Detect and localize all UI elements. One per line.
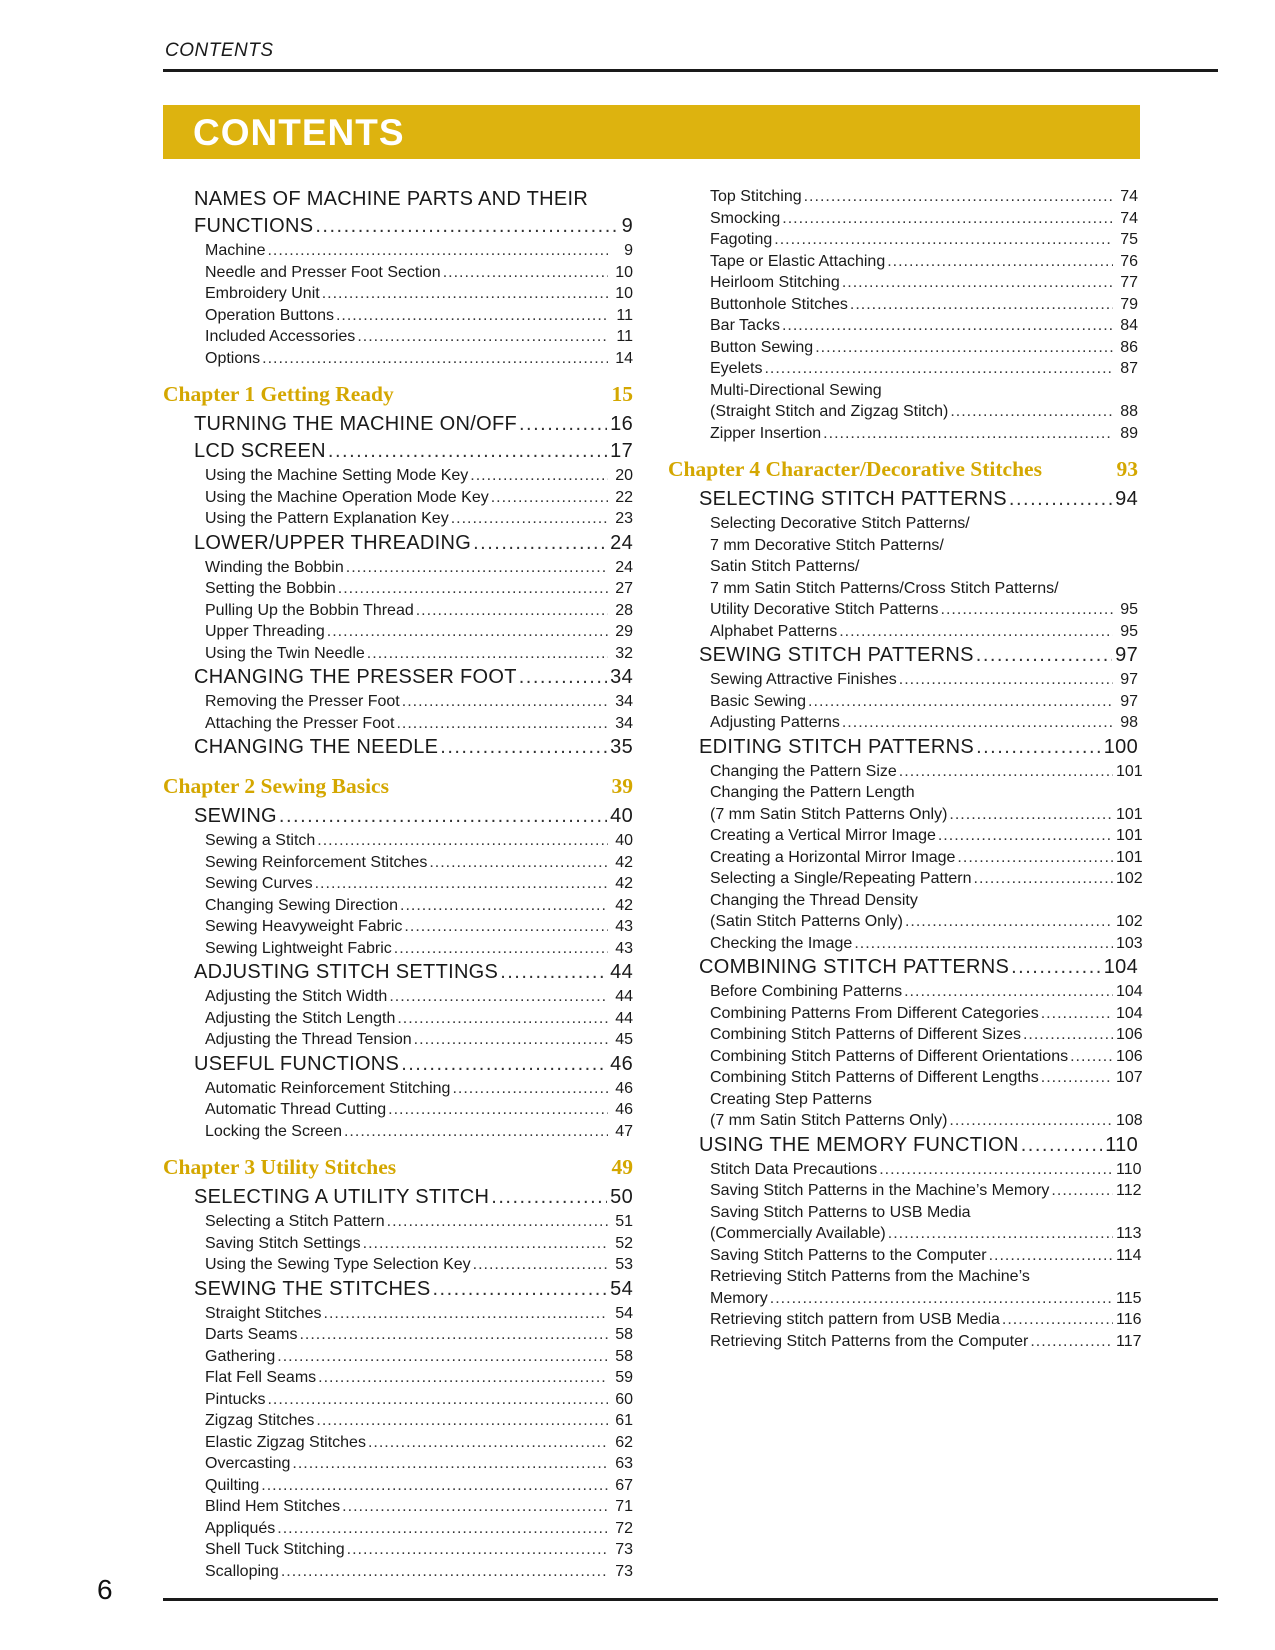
toc-entry[interactable]: Options ..... 14 xyxy=(163,348,633,370)
toc-entry: Satin Stitch Patterns/ xyxy=(710,558,860,575)
running-head: CONTENTS xyxy=(165,40,274,61)
toc-entry[interactable]: (7 mm Satin Stitch Patterns Only) ..... 101 xyxy=(668,804,1138,826)
toc-entry[interactable]: Changing Sewing Direction ..... 42 xyxy=(163,895,633,917)
toc-right-column xyxy=(668,186,1143,1352)
toc-entry[interactable]: Removing the Presser Foot ..... 34 xyxy=(163,691,633,713)
toc-entry[interactable]: Pulling Up the Bobbin Thread ..... 28 xyxy=(163,600,633,622)
toc-entry[interactable]: Overcasting ..... 63 xyxy=(163,1453,633,1475)
toc-entry[interactable]: Saving Stitch Patterns in the Machine’s Memory ..... 112 xyxy=(668,1180,1138,1202)
toc-section[interactable]: SELECTING STITCH PATTERNS ..... 94 xyxy=(668,486,1138,513)
toc-entry: 7 mm Satin Stitch Patterns/Cross Stitch Patterns/ xyxy=(710,579,1059,597)
toc-section[interactable]: FUNCTIONS ..... 9 xyxy=(163,213,633,240)
toc-entry[interactable]: Checking the Image ..... 103 xyxy=(668,933,1138,955)
toc-entry[interactable]: (Commercially Available) ..... 113 xyxy=(668,1223,1138,1245)
toc-entry[interactable]: Straight Stitches ..... 54 xyxy=(163,1303,633,1325)
top-rule xyxy=(163,69,1218,72)
toc-entry[interactable]: Combining Stitch Patterns of Different Sizes ..... 106 xyxy=(668,1024,1138,1046)
toc-entry[interactable]: Alphabet Patterns ..... 95 xyxy=(668,621,1138,643)
toc-entry[interactable]: Memory ..... 115 xyxy=(668,1288,1138,1310)
toc-entry[interactable]: Using the Machine Setting Mode Key ..... 20 xyxy=(163,465,633,487)
toc-entry[interactable]: Adjusting the Stitch Length ..... 44 xyxy=(163,1008,633,1030)
toc-entry[interactable]: Blind Hem Stitches ..... 71 xyxy=(163,1496,633,1518)
toc-entry[interactable]: Zipper Insertion ..... 89 xyxy=(668,423,1138,445)
toc-entry[interactable]: Sewing Curves ..... 42 xyxy=(163,873,633,895)
toc-entry[interactable]: Scalloping ..... 73 xyxy=(163,1561,633,1583)
toc-entry[interactable]: Upper Threading ..... 29 xyxy=(163,621,633,643)
toc-entry[interactable]: Sewing Attractive Finishes ..... 97 xyxy=(668,669,1138,691)
toc-section[interactable]: LCD SCREEN ..... 17 xyxy=(163,438,633,465)
toc-section: NAMES OF MACHINE PARTS AND THEIR xyxy=(194,188,589,210)
toc-section[interactable]: USEFUL FUNCTIONS ..... 46 xyxy=(163,1051,633,1078)
toc-section[interactable]: USING THE MEMORY FUNCTION ..... 110 xyxy=(668,1132,1138,1159)
toc-entry[interactable]: Automatic Reinforcement Stitching ..... 46 xyxy=(163,1078,633,1100)
toc-entry[interactable]: Sewing Reinforcement Stitches ..... 42 xyxy=(163,852,633,874)
toc-entry[interactable]: Eyelets ..... 87 xyxy=(668,358,1138,380)
toc-entry[interactable]: Button Sewing ..... 86 xyxy=(668,337,1138,359)
toc-entry[interactable]: Adjusting the Stitch Width ..... 44 xyxy=(163,986,633,1008)
toc-entry[interactable]: Using the Twin Needle ..... 32 xyxy=(163,643,633,665)
page-number: 6 xyxy=(97,1574,113,1605)
toc-entry[interactable]: Retrieving Stitch Patterns from the Computer ..... 117 xyxy=(668,1331,1138,1353)
toc-entry[interactable]: Creating a Vertical Mirror Image ..... 101 xyxy=(668,825,1138,847)
toc-entry: Multi-Directional Sewing xyxy=(710,381,882,399)
toc-section[interactable]: SEWING ..... 40 xyxy=(163,803,633,830)
toc-section[interactable]: EDITING STITCH PATTERNS ..... 100 xyxy=(668,734,1138,761)
toc-entry[interactable]: Changing the Pattern Size ..... 101 xyxy=(668,761,1138,783)
toc-entry[interactable]: Gathering ..... 58 xyxy=(163,1346,633,1368)
toc-entry[interactable]: (7 mm Satin Stitch Patterns Only) ..... 108 xyxy=(668,1110,1138,1132)
toc-entry[interactable]: Tape or Elastic Attaching ..... 76 xyxy=(668,251,1138,273)
toc-entry[interactable]: Sewing Heavyweight Fabric ..... 43 xyxy=(163,916,633,938)
toc-entry[interactable]: Pintucks ..... 60 xyxy=(163,1389,633,1411)
toc-entry[interactable]: Automatic Thread Cutting ..... 46 xyxy=(163,1099,633,1121)
toc-entry[interactable]: Bar Tacks ..... 84 xyxy=(668,315,1138,337)
toc-entry[interactable]: Zigzag Stitches ..... 61 xyxy=(163,1410,633,1432)
toc-entry[interactable]: Sewing Lightweight Fabric ..... 43 xyxy=(163,938,633,960)
toc-entry[interactable]: Heirloom Stitching ..... 77 xyxy=(668,272,1138,294)
toc-entry: Selecting Decorative Stitch Patterns/ xyxy=(710,515,970,532)
toc-entry[interactable]: Needle and Presser Foot Section ..... 10 xyxy=(163,262,633,284)
toc-entry[interactable]: (Straight Stitch and Zigzag Stitch) ..... 88 xyxy=(668,401,1138,423)
toc-entry[interactable]: Selecting a Stitch Pattern ..... 51 xyxy=(163,1211,633,1233)
toc-left-column xyxy=(163,186,633,1582)
toc-entry: Changing the Pattern Length xyxy=(710,784,915,801)
toc-entry[interactable]: Appliqués ..... 72 xyxy=(163,1518,633,1540)
toc-section[interactable]: SEWING STITCH PATTERNS ..... 97 xyxy=(668,642,1138,669)
toc-entry: Creating Step Patterns xyxy=(710,1090,872,1108)
chapter-heading-2[interactable]: Chapter 2 Sewing Basics 39 xyxy=(163,774,633,798)
toc-entry[interactable]: Creating a Horizontal Mirror Image ..... 101 xyxy=(668,847,1138,869)
toc-entry[interactable]: Combining Stitch Patterns of Different Lengths ..... 107 xyxy=(668,1067,1138,1089)
toc-entry: Saving Stitch Patterns to USB Media xyxy=(710,1203,971,1221)
toc-entry[interactable]: Combining Patterns From Different Categories ..... 104 xyxy=(668,1003,1138,1025)
toc-entry[interactable]: Elastic Zigzag Stitches ..... 62 xyxy=(163,1432,633,1454)
toc-entry[interactable]: Using the Sewing Type Selection Key ..... 53 xyxy=(163,1254,633,1276)
chapter-heading-4[interactable]: Chapter 4 Character/Decorative Stitches 93 xyxy=(668,457,1138,481)
toc-entry[interactable]: Saving Stitch Patterns to the Computer ..... 114 xyxy=(668,1245,1138,1267)
toc-entry[interactable]: Adjusting Patterns ..... 98 xyxy=(668,712,1138,734)
toc-section[interactable]: SEWING THE STITCHES ..... 54 xyxy=(163,1276,633,1303)
toc-section[interactable]: CHANGING THE PRESSER FOOT ..... 34 xyxy=(163,664,633,691)
toc-section[interactable]: LOWER/UPPER THREADING ..... 24 xyxy=(163,530,633,557)
toc-entry[interactable]: Machine ..... 9 xyxy=(163,240,633,262)
toc-entry[interactable]: Retrieving stitch pattern from USB Media ..... 116 xyxy=(668,1309,1138,1331)
toc-entry[interactable]: Combining Stitch Patterns of Different Orientations ..... 106 xyxy=(668,1046,1138,1068)
toc-section[interactable]: ADJUSTING STITCH SETTINGS ..... 44 xyxy=(163,959,633,986)
toc-section[interactable]: CHANGING THE NEEDLE ..... 35 xyxy=(163,734,633,761)
contents-banner xyxy=(163,105,1140,159)
toc-section[interactable]: SELECTING A UTILITY STITCH ..... 50 xyxy=(163,1184,633,1211)
toc-entry[interactable]: (Satin Stitch Patterns Only) ..... 102 xyxy=(668,911,1138,933)
toc-entry[interactable]: Shell Tuck Stitching ..... 73 xyxy=(163,1539,633,1561)
toc-entry[interactable]: Darts Seams ..... 58 xyxy=(163,1324,633,1346)
toc-entry[interactable]: Winding the Bobbin ..... 24 xyxy=(163,557,633,579)
toc-entry[interactable]: Stitch Data Precautions ..... 110 xyxy=(668,1159,1138,1181)
toc-entry[interactable]: Top Stitching ..... 74 xyxy=(668,186,1138,208)
toc-entry[interactable]: Embroidery Unit ..... 10 xyxy=(163,283,633,305)
toc-entry: 7 mm Decorative Stitch Patterns/ xyxy=(710,536,944,554)
bottom-rule xyxy=(163,1598,1218,1601)
toc-entry: Retrieving Stitch Patterns from the Machine’s xyxy=(710,1268,1030,1285)
toc-entry[interactable]: Attaching the Presser Foot ..... 34 xyxy=(163,713,633,735)
toc-entry[interactable]: Sewing a Stitch ..... 40 xyxy=(163,830,633,852)
toc-entry[interactable]: Operation Buttons ..... 11 xyxy=(163,305,633,327)
toc-entry[interactable]: Utility Decorative Stitch Patterns ..... 95 xyxy=(668,599,1138,621)
chapter-heading-3[interactable]: Chapter 3 Utility Stitches 49 xyxy=(163,1155,633,1179)
toc-entry[interactable]: Locking the Screen ..... 47 xyxy=(163,1121,633,1143)
toc-section[interactable]: TURNING THE MACHINE ON/OFF ..... 16 xyxy=(163,411,633,438)
page-title: CONTENTS xyxy=(193,112,405,153)
toc-entry[interactable]: Using the Machine Operation Mode Key ..... 22 xyxy=(163,487,633,509)
toc-entry[interactable]: Basic Sewing ..... 97 xyxy=(668,691,1138,713)
toc-entry[interactable]: Saving Stitch Settings ..... 52 xyxy=(163,1233,633,1255)
toc-entry[interactable]: Adjusting the Thread Tension ..... 45 xyxy=(163,1029,633,1051)
toc-entry: Changing the Thread Density xyxy=(710,891,918,909)
toc-entry[interactable]: Before Combining Patterns ..... 104 xyxy=(668,981,1138,1003)
toc-entry[interactable]: Fagoting ..... 75 xyxy=(668,229,1138,251)
toc-entry[interactable]: Selecting a Single/Repeating Pattern ..... 102 xyxy=(668,868,1138,890)
toc-entry[interactable]: Quilting ..... 67 xyxy=(163,1475,633,1497)
toc-section[interactable]: COMBINING STITCH PATTERNS ..... 104 xyxy=(668,954,1138,981)
toc-entry[interactable]: Setting the Bobbin ..... 27 xyxy=(163,578,633,600)
toc-entry[interactable]: Included Accessories ..... 11 xyxy=(163,326,633,348)
toc-entry[interactable]: Flat Fell Seams ..... 59 xyxy=(163,1367,633,1389)
toc-entry[interactable]: Buttonhole Stitches ..... 79 xyxy=(668,294,1138,316)
chapter-heading-1[interactable]: Chapter 1 Getting Ready 15 xyxy=(163,382,633,406)
toc-entry[interactable]: Smocking ..... 74 xyxy=(668,208,1138,230)
toc-entry[interactable]: Using the Pattern Explanation Key ..... 23 xyxy=(163,508,633,530)
